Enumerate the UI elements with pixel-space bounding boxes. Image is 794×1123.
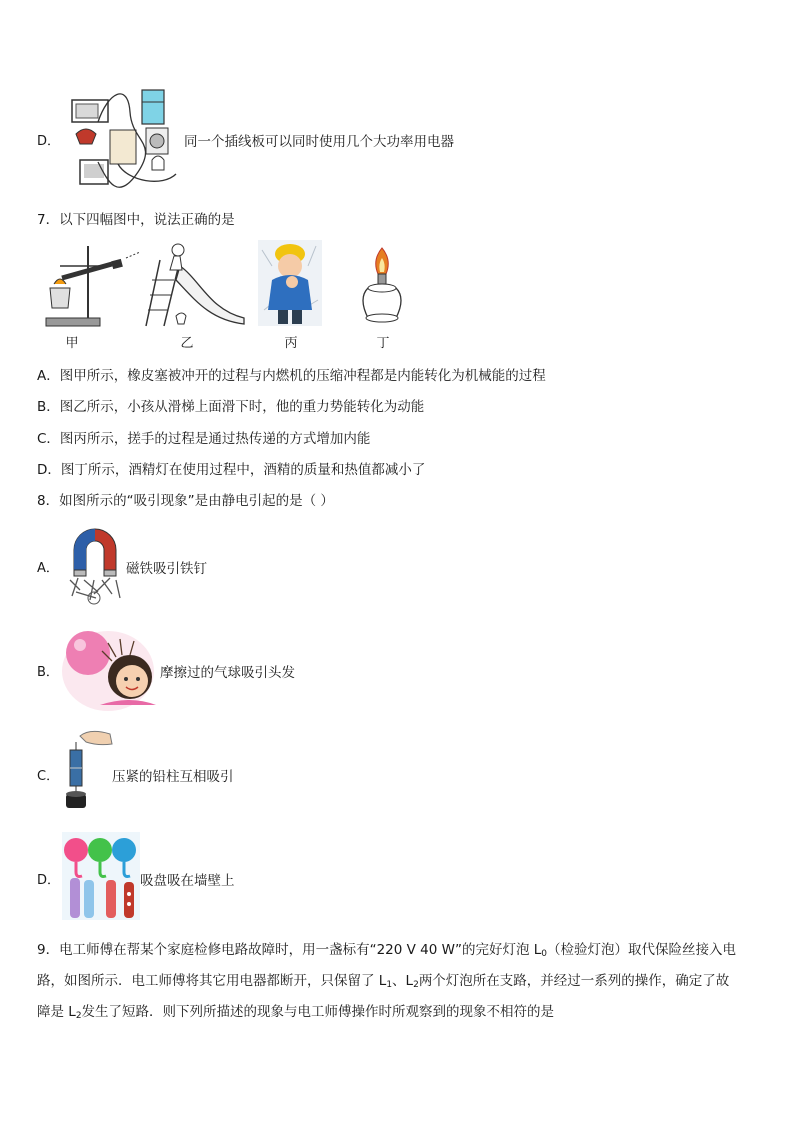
q8-option-b-text: 摩擦过的气球吸引头发: [160, 665, 295, 681]
q8-option-b-label: B．: [37, 665, 59, 680]
q7-option-a: A．图甲所示，橡皮塞被冲开的过程与内燃机的压缩冲程都是内能转化为机械能的过程: [37, 368, 546, 384]
q7-stem: 7．以下四幅图中，说法正确的是: [37, 212, 235, 228]
q6-option-d-label: D．: [37, 134, 61, 149]
q8-option-a-label: A．: [37, 561, 59, 576]
q8-option-c-text: 压紧的铅柱互相吸引: [112, 769, 234, 785]
q8-option-a-text: 磁铁吸引铁钉: [126, 561, 207, 577]
lead-cylinders-illustration: [60, 728, 116, 818]
q8-option-c-label: C．: [37, 769, 60, 784]
q7-caption-yi: 乙: [180, 336, 194, 351]
magnet-nails-illustration: [64, 522, 126, 606]
test-tube-experiment-illustration: [42, 238, 142, 330]
q7-caption-bing: 丙: [284, 336, 298, 351]
q9-line-3: 障是 $L_2$发生了短路．则下列所描述的现象与电工师傅操作时所观察到的现象不相符的是: [37, 1004, 555, 1021]
q8-stem: 8．如图所示的“吸引现象”是由静电引起的是（ ）: [37, 493, 334, 509]
q8-option-d-text: 吸盘吸在墙壁上: [140, 873, 235, 889]
q6-option-d-text: 同一个插线板可以同时使用几个大功率用电器: [184, 134, 454, 150]
balloon-hair-photo: [60, 625, 156, 711]
appliances-illustration: [68, 82, 183, 192]
suction-cups-photo: [62, 832, 140, 920]
slide-illustration: [140, 240, 248, 330]
q9-line-2: 路，如图所示．电工师傅将其它用电器都断开，只保留了 $L_1$、$L_2$两个灯泡所在支路，并经过一系列的操作，确定了故: [37, 973, 730, 990]
child-rubbing-hands-photo: [258, 240, 322, 326]
q8-option-d-label: D．: [37, 873, 61, 888]
alcohol-lamp-illustration: [352, 244, 412, 326]
q7-option-d: D．图丁所示，酒精灯在使用过程中，酒精的质量和热值都减小了: [37, 462, 426, 478]
q7-caption-ding: 丁: [376, 336, 390, 351]
q7-option-b: B．图乙所示，小孩从滑梯上面滑下时，他的重力势能转化为动能: [37, 399, 425, 415]
q7-caption-jia: 甲: [65, 336, 79, 351]
q7-option-c: C．图丙所示，搓手的过程是通过热传递的方式增加内能: [37, 431, 371, 447]
q9-line-1: 9．电工师傅在帮某个家庭检修电路故障时，用一盏标有“220 V 40 W”的完好灯泡 $L_0$（检验灯泡）取代保险丝接入电: [37, 942, 737, 959]
